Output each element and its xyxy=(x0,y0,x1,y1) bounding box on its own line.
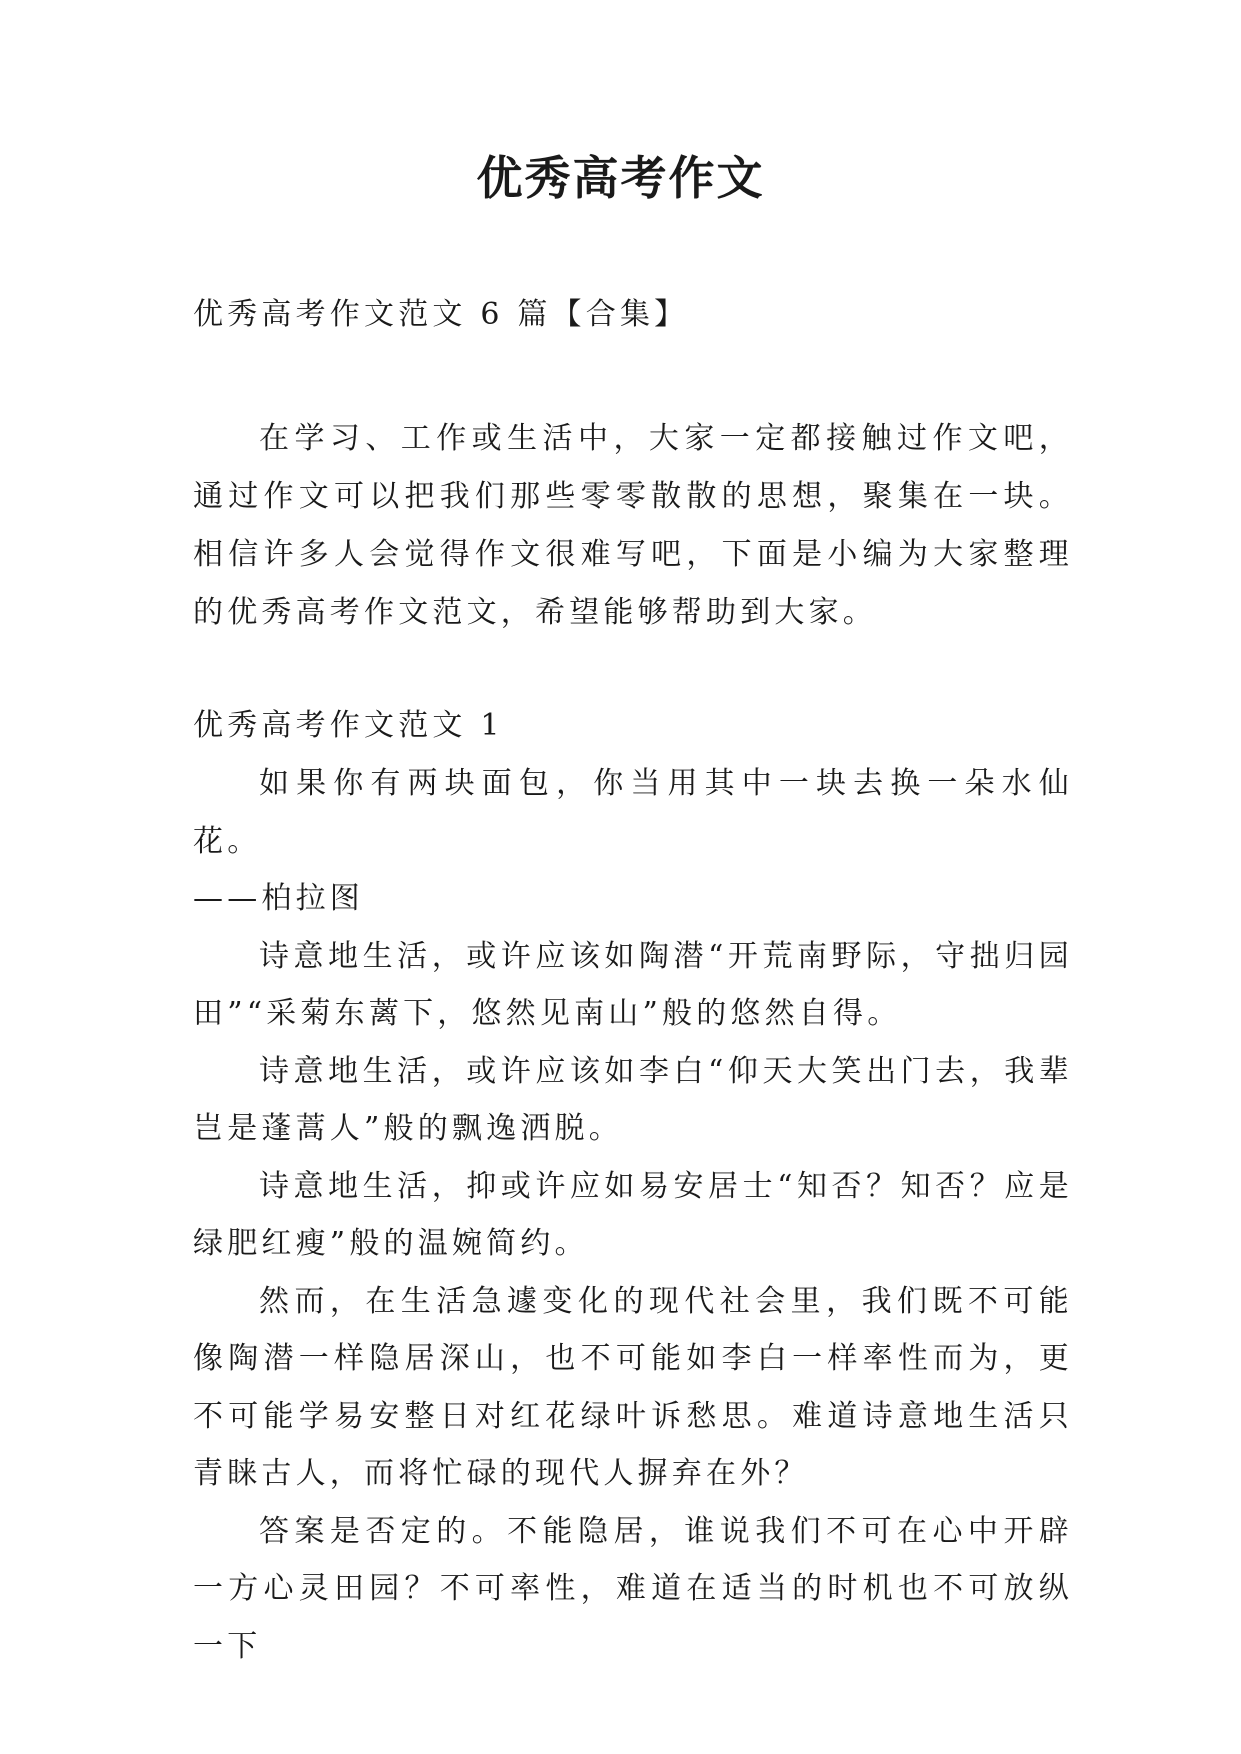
intro-paragraph: 在学习、工作或生活中，大家一定都接触过作文吧，通过作文可以把我们那些零零散散的思想，聚集在一块。相信许多人会觉得作文很难写吧，下面是小编为大家整理的优秀高考作文范文，希望能够帮助到大家。 xyxy=(193,421,1073,630)
body-paragraph: 答案是否定的。不能隐居，谁说我们不可在心中开辟一方心灵田园？不可率性，难道在适当的时机也不可放纵一下 xyxy=(193,1513,1073,1664)
body-paragraph: 诗意地生活，或许应该如李白“仰天大笑出门去，我辈岂是蓬蒿人”般的飘逸洒脱。 xyxy=(193,1053,1073,1146)
body-paragraph: 然而，在生活急遽变化的现代社会里，我们既不可能像陶潜一样隐居深山，也不可能如李白一样率性而为，更不可能学易安整日对红花绿叶诉愁思。难道诗意地生活只青睐古人，而将忙碌的现代人摒弃在外？ xyxy=(193,1283,1073,1491)
section-title: 优秀高考作文范文 1 xyxy=(193,708,504,743)
document-body xyxy=(193,285,1073,1675)
quote-attribution: ——柏拉图 xyxy=(193,881,364,916)
document-subtitle: 优秀高考作文范文 6 篇【合集】 xyxy=(193,297,689,332)
document-title: 优秀高考作文 xyxy=(476,151,765,205)
body-paragraph: 诗意地生活，抑或许应如易安居士“知否？知否？应是绿肥红瘦”般的温婉简约。 xyxy=(193,1168,1073,1261)
quote-paragraph: 如果你有两块面包，你当用其中一块去换一朵水仙花。 xyxy=(193,766,1073,859)
body-paragraph: 诗意地生活，或许应该如陶潜“开荒南野际，守拙归园田”“采菊东蓠下，悠然见南山”般的悠然自得。 xyxy=(193,938,1073,1031)
